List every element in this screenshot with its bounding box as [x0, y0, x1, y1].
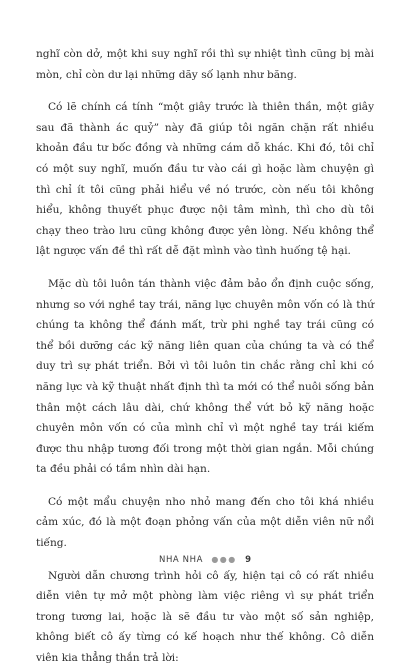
body-text [36, 44, 374, 669]
paragraph-4: Có một mẩu chuyện nho nhỏ mang đến cho tôi khá nhiều cảm xúc, đó là một đoạn phỏng vấn của một diễn viên nữ nổi tiếng. [36, 495, 374, 550]
separator-dots-icon: ●●● [211, 555, 237, 564]
running-title: NHA NHA [158, 555, 204, 565]
paragraph-1: nghĩ còn dở, một khi suy nghĩ rồi thì sự nhiệt tình cũng bị mài mòn, chỉ còn dư lại những dãy số lạnh như băng. [36, 48, 374, 81]
paragraph-3: Mặc dù tôi luôn tán thành việc đảm bảo ổn định cuộc sống, nhưng so với nghề tay trái, năng lực chuyên môn vốn có là thứ chúng ta không thể đánh mất, trừ phi nghề tay trái cũng có thể bồi dưỡng các kỹ năng liên quan của chúng ta và có thể duy trì sự phát triển. Bởi vì tôi luôn tin chắc rằng chỉ khi có năng lực và kỹ thuật nhất định thì ta mới có thể nuôi sống bản thân một cách lâu dài, chứ không thể vứt bỏ kỹ năng hoặc chuyên môn vốn có của mình chỉ vì một nghề tay trái kiếm được thu nhập tương đối trong một thời gian ngắn. Mỗi chúng ta đều phải có tầm nhìn dài hạn. [36, 277, 374, 476]
page-footer [0, 555, 410, 565]
page-number: 9 [245, 555, 252, 565]
paragraph-2: Có lẽ chính cá tính “một giây trước là thiên thần, một giây sau đã thành ác quỷ” này đã giúp tôi ngăn chặn rất nhiều khoản đầu tư bốc đồng và những cám dỗ khác. Khi đó, tôi chỉ có một suy nghĩ, muốn đầu tư vào cái gì hoặc làm chuyện gì thì chỉ ít tôi cũng phải hiểu về nó trước, còn nếu tôi không hiểu, không thuyết phục được nội tâm mình, thì cho dù tôi chạy theo trào lưu cũng không được yên lòng. Nếu không thể lật ngược vấn đề thì rất dễ đặt mình vào tình huống tệ hại. [36, 101, 374, 258]
paragraph-5: Người dẫn chương trình hỏi cô ấy, hiện tại cô có rất nhiều diễn viên tự mở một phòng làm việc riêng vì sự phát triển trong tương lai, hoặc là sẽ đầu tư vào một số sản nghiệp, không biết cô ấy từng có kế hoạch như thế không. Cô diễn viên kia thẳng thắn trả lời: [36, 569, 374, 665]
